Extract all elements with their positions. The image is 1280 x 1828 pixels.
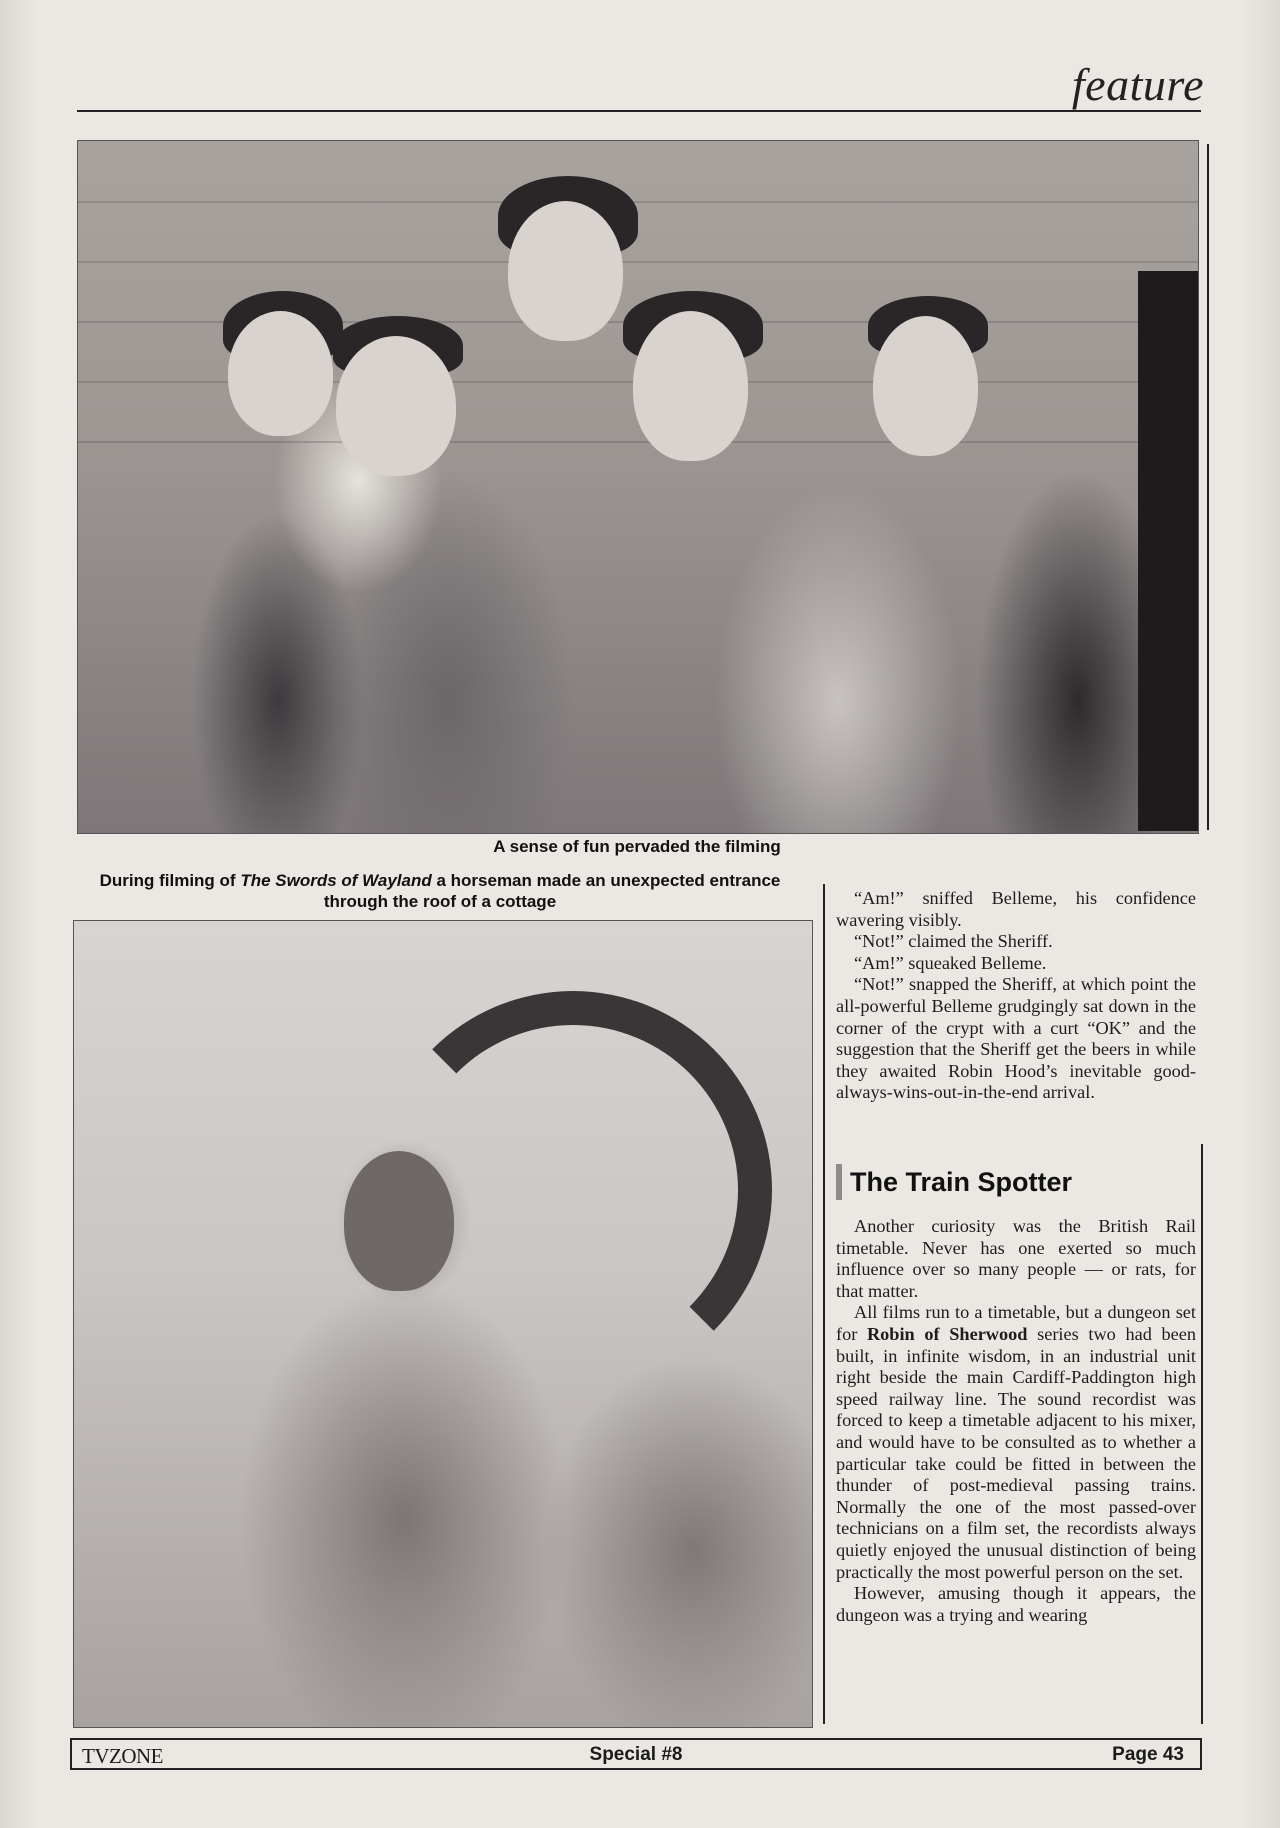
- caption-episode-title: The Swords of Wayland: [240, 871, 432, 890]
- page-footer: [70, 1738, 1202, 1770]
- brick-line: [78, 441, 1198, 443]
- person-head: [633, 311, 748, 461]
- paragraph: “Not!” claimed the Sheriff.: [854, 931, 1053, 952]
- header-rule: [77, 110, 1201, 112]
- caption-text: During filming of: [99, 871, 241, 890]
- cast-group-photo: [77, 140, 1199, 834]
- article-text-bottom: [836, 1216, 1196, 1626]
- paragraph-text: series two had been built, in infinite wisdom, in an industrial unit right beside the main Cardiff-Paddington high speed railway line. The sound recordist was forced to keep a timetable adjacent to his mixer, and would have to be consulted as to whether a particular take could be fitted in between the thunder of post-medieval passing trains. Normally the one of the most passed-over technicians on a film set, the recordists always quietly enjoyed the unusual distinction of being practically the most powerful person on the set.: [836, 1323, 1197, 1582]
- paragraph: Another curiosity was the British Rail timetable. Never has one exerted so much influence over so many people — or rats, for that matter.: [836, 1216, 1196, 1301]
- column-rule-right: [1201, 1144, 1203, 1724]
- caption-text: a horseman made an unexpected entrance through the roof of a cottage: [323, 871, 781, 911]
- paragraph: “Am!” sniffed Belleme, his confidence wavering visibly.: [836, 888, 1196, 930]
- series-title: Robin of Sherwood: [866, 1323, 1028, 1344]
- masked-face: [344, 1151, 454, 1291]
- paragraph: “Am!” squeaked Belleme.: [854, 952, 1047, 973]
- person-head: [508, 201, 623, 341]
- section-label: feature: [1071, 59, 1204, 110]
- subheading: The Train Spotter: [836, 1164, 1210, 1200]
- top-photo-caption: A sense of fun pervaded the filming: [493, 837, 781, 856]
- column-rule-left: [823, 884, 825, 1724]
- bottom-photo-caption: [80, 870, 800, 912]
- person-head: [873, 316, 978, 456]
- paragraph: “Not!” snapped the Sheriff, at which point the all-powerful Belleme grudgingly sat down in the corner of the crypt with a curt “OK” and the suggestion that the Sheriff get the beers in while they awaited Robin Hood’s inevitable good-always-wins-out-in-the-end arrival.: [836, 974, 1196, 1103]
- paragraph: However, amusing though it appears, the dungeon was a trying and wearing: [836, 1583, 1196, 1625]
- magazine-logo: TVZONE: [82, 1744, 163, 1768]
- issue-label: Special #8: [589, 1744, 683, 1765]
- horseman-photo: [73, 920, 813, 1728]
- column-rule-top: [1207, 144, 1209, 830]
- brick-line: [78, 261, 1198, 263]
- page-number: Page 43: [1112, 1744, 1184, 1765]
- doorway: [1138, 271, 1198, 831]
- person-head: [228, 311, 333, 436]
- paragraph-text: All films run to a timetable, but a dungeon set for: [836, 1302, 1196, 1344]
- article-text-top: [836, 888, 1196, 1104]
- brick-line: [78, 201, 1198, 203]
- person-head: [336, 336, 456, 476]
- paragraph: [836, 1302, 1196, 1583]
